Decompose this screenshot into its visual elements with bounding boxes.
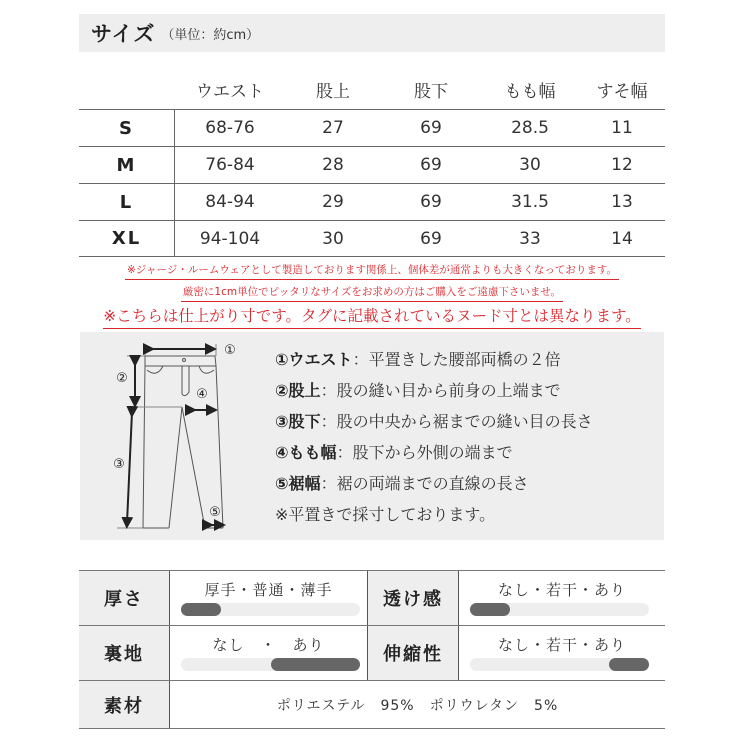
- thickness-track: [181, 603, 360, 616]
- legend-inseam: [275, 406, 593, 437]
- cell-inseam: 69: [420, 155, 442, 175]
- size-notes: [79, 258, 665, 329]
- cell-waist: 68-76: [205, 118, 255, 138]
- note-variance: ※ジャージ・ルームウェアとして製造しております関係上、個体差が通常よりも大きくなっております。: [125, 262, 619, 280]
- size-label: L: [79, 184, 175, 220]
- cell-rise: 30: [322, 228, 344, 249]
- legend-waist: [275, 344, 593, 375]
- legend-hem: [275, 468, 593, 499]
- table-row-s: [79, 109, 665, 146]
- cell-waist: 76-84: [205, 155, 255, 175]
- legend-term: 股下: [288, 412, 321, 431]
- size-title: サイズ: [91, 22, 156, 46]
- thickness-label: 厚さ: [79, 571, 170, 625]
- lining-scale: [170, 626, 368, 680]
- transparency-scale: [459, 571, 665, 625]
- cell-waist: 84-94: [205, 192, 255, 212]
- cell-inseam: 69: [420, 228, 442, 249]
- thickness-scale: [170, 571, 368, 625]
- legend-desc: ：裾の両端までの直線の長さ: [320, 474, 529, 493]
- legend-thigh: [275, 437, 593, 468]
- size-table: [79, 70, 665, 257]
- lining-track: [181, 658, 360, 671]
- legend-footnote: ※平置きで採寸しております。: [275, 505, 496, 524]
- cell-rise: 29: [322, 192, 344, 212]
- legend-num: ④: [275, 443, 289, 462]
- col-rise: 股上: [316, 82, 350, 102]
- transparency-track: [470, 603, 649, 616]
- legend-term: 裾幅: [288, 474, 321, 493]
- col-waist: ウエスト: [196, 82, 264, 102]
- transparency-indicator: [470, 603, 510, 616]
- cell-hem: 12: [611, 155, 633, 175]
- legend-rise: [275, 375, 593, 406]
- fabric-spec-table: [79, 570, 665, 729]
- note-finished-size: ※こちらは仕上がり寸です。タグに記載されているヌード寸とは異なります。: [103, 304, 641, 329]
- size-title-bar: [79, 14, 665, 52]
- cell-rise: 27: [322, 118, 344, 138]
- marker-1: ①: [224, 343, 236, 358]
- legend-term: もも幅: [288, 443, 337, 462]
- measurement-diagram: [80, 332, 664, 540]
- legend-term: ウエスト: [288, 350, 353, 369]
- col-inseam: 股下: [414, 82, 448, 102]
- cell-waist: 94-104: [199, 228, 261, 249]
- cell-hem: 11: [611, 118, 633, 138]
- cell-rise: 28: [322, 155, 344, 175]
- material-label: 素材: [79, 681, 170, 728]
- thickness-options: 厚手・普通・薄手: [204, 581, 333, 599]
- cell-inseam: 69: [420, 192, 442, 212]
- marker-4: ④: [196, 387, 208, 402]
- legend-desc: ：股下から外側の端まで: [336, 443, 513, 462]
- cell-thigh: 33: [519, 228, 541, 249]
- size-unit: （単位：約cm）: [161, 27, 260, 43]
- spec-row-2: [79, 626, 665, 681]
- table-row-m: [79, 146, 665, 183]
- marker-2: ②: [116, 371, 128, 386]
- cell-hem: 13: [611, 192, 633, 212]
- cell-thigh: 28.5: [511, 118, 549, 138]
- spec-row-material: [79, 681, 665, 729]
- cell-thigh: 30: [519, 155, 541, 175]
- cell-inseam: 69: [420, 118, 442, 138]
- size-label: XL: [79, 221, 175, 256]
- col-thigh: もも幅: [504, 82, 556, 102]
- transparency-options: なし・若干・あり: [497, 581, 626, 599]
- col-hem: すそ幅: [596, 82, 648, 102]
- lining-label: 裏地: [79, 626, 170, 680]
- thickness-indicator: [181, 603, 221, 616]
- stretch-label: 伸縮性: [368, 626, 459, 680]
- legend-desc: ：股の縫い目から前身の上端まで: [320, 381, 561, 400]
- legend-num: ③: [275, 412, 289, 431]
- legend-num: ⑤: [275, 474, 289, 493]
- pants-diagram-icon: [105, 336, 265, 536]
- stretch-scale: [459, 626, 665, 680]
- legend-num: ②: [275, 381, 289, 400]
- table-row-xl: [79, 220, 665, 257]
- size-label: M: [79, 147, 175, 183]
- stretch-options: なし・若干・あり: [497, 636, 626, 654]
- header-corner: [79, 70, 175, 109]
- cell-thigh: 31.5: [511, 192, 549, 212]
- marker-5: ⑤: [209, 505, 221, 520]
- legend-desc: ：平置きした腰部両橋の２倍: [352, 350, 561, 369]
- spec-row-1: [79, 571, 665, 626]
- legend-num: ①: [275, 350, 289, 369]
- lining-indicator: [271, 658, 360, 671]
- measurement-legend: [275, 344, 593, 530]
- legend-desc: ：股の中央から裾までの縫い目の長さ: [320, 412, 593, 431]
- cell-hem: 14: [611, 228, 633, 249]
- material-value: ポリエステル 95% ポリウレタン 5%: [276, 697, 559, 714]
- size-label: S: [79, 110, 175, 146]
- lining-options: なし ・ あり: [212, 636, 325, 654]
- note-precision: 厳密に1cm単位でピッタリなサイズをお求めの方はご購入をご遠慮下さいませ。: [181, 284, 563, 302]
- stretch-indicator: [609, 658, 649, 671]
- stretch-track: [470, 658, 649, 671]
- transparency-label: 透け感: [368, 571, 459, 625]
- table-row-l: [79, 183, 665, 220]
- legend-term: 股上: [288, 381, 321, 400]
- marker-3: ③: [113, 457, 125, 472]
- size-table-header: [79, 70, 665, 109]
